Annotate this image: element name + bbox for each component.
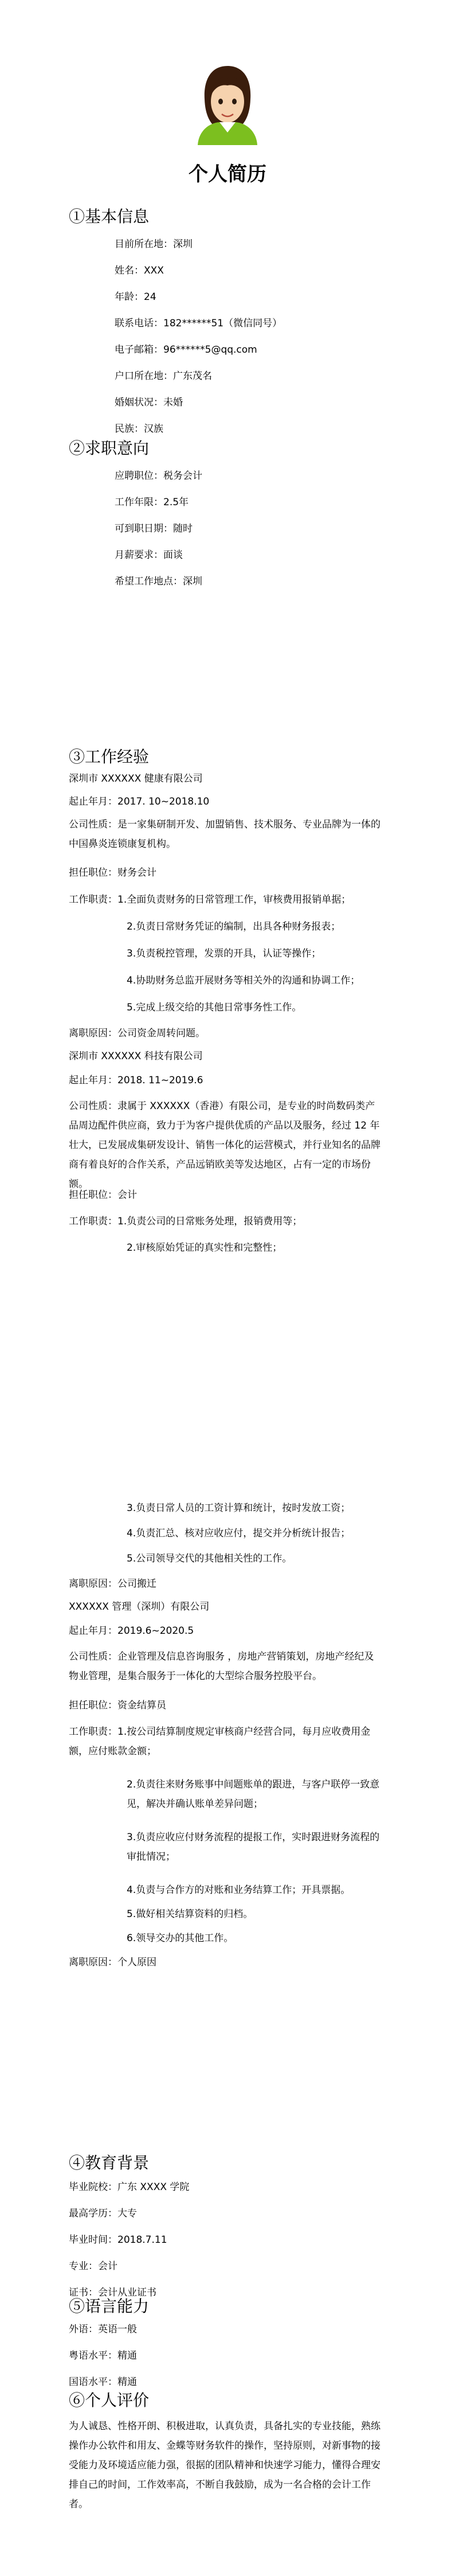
- section-heading-language: ⑤语言能力: [69, 2297, 150, 2316]
- job1-duty: 3.负责税控管理，发票的开具，认证等操作；: [127, 948, 321, 959]
- hukou: 户口所在地：广东茂名: [115, 370, 212, 382]
- job2-period: 起止年月：2018. 11~2019.6: [69, 1075, 203, 1086]
- page-title: 个人简历: [189, 163, 266, 186]
- job1-period: 起止年月：2017. 10~2018.10: [69, 796, 210, 807]
- email: 电子邮箱：96******5@qq.com: [115, 344, 257, 356]
- salary-expectation: 月薪要求：面谈: [115, 549, 183, 561]
- job1-title: 担任职位：财务会计: [69, 867, 156, 879]
- job3-leave-reason: 离职原因：个人原因: [69, 1957, 156, 1968]
- certificate: 证书：会计从业证书: [69, 2287, 156, 2298]
- job2-duty: 2.审核原始凭证的真实性和完整性；: [127, 1242, 283, 1254]
- job2-duty: 3.负责日常人员的工资计算和统计，按时发放工资；: [127, 1502, 351, 1514]
- desired-location: 希望工作地点：深圳: [115, 576, 202, 587]
- job3-duty: 4.负责与合作方的对账和业务结算工作；开具票据。: [127, 1884, 351, 1896]
- cantonese-level: 粤语水平：精通: [69, 2350, 137, 2362]
- job1-duty: 2.负责日常财务凭证的编制，出具各种财务报表；: [127, 921, 341, 932]
- job1-duty: 5.完成上级交给的其他日常事务性工作。: [127, 1002, 302, 1013]
- start-date: 可到职日期：随时: [115, 523, 193, 534]
- job2-leave-reason: 离职原因：公司搬迁: [69, 1578, 156, 1590]
- job3-duty: 2.负责往来财务账事中间题账单的跟进，与客户联停一致意见，解决并确认账单差异问题；: [127, 1779, 380, 1810]
- section-heading-basic: ①基本信息: [69, 207, 150, 226]
- job3-duty: 5.做好相关结算资料的归档。: [127, 1908, 253, 1920]
- current-location: 目前所在地：深圳: [115, 239, 193, 250]
- name: 姓名：XXX: [115, 265, 164, 276]
- section-heading-evaluation: ⑥个人评价: [69, 2391, 150, 2410]
- job3-period: 起止年月：2019.6~2020.5: [69, 1625, 194, 1637]
- desired-position: 应聘职位：税务会计: [115, 470, 202, 482]
- age: 年龄：24: [115, 291, 156, 303]
- job2-duty: 工作职责：1.负责公司的日常账务处理，报销费用等；: [69, 1216, 303, 1227]
- job2-duty: 5.公司领导交代的其他相关性的工作。: [127, 1553, 292, 1564]
- job2-company-nature: 公司性质：隶属于 XXXXXX（香港）有限公司，是专业的时尚数码类产品周边配件供应商，致力于为客户提供优质的产品以及服务，经过 12 年壮大，已发展成集研发设计、销售一体化的运营模式，并行业知名的品牌商有着良好的合作关系，产品远销欧美等发达地区，占有一定的市场份额。: [69, 1100, 381, 1190]
- school: 毕业院校：广东 XXXX 学院: [69, 2181, 190, 2193]
- job3-duty: 3.负责应收应付财务流程的提报工作，实时跟进财务流程的审批情况；: [127, 1832, 380, 1863]
- ethnicity: 民族：汉族: [115, 423, 163, 435]
- avatar: [194, 59, 261, 145]
- job3-company-nature: 公司性质：企业管理及信息咨询服务 ，房地产营销策划，房地产经纪及物业管理，是集合服务于一体化的大型综合服务控股平台。: [69, 1651, 374, 1682]
- job1-leave-reason: 离职原因：公司资金周转问题。: [69, 1028, 205, 1039]
- job3-duty: 6.领导交办的其他工作。: [127, 1933, 234, 1944]
- phone: 联系电话：182******51（微信同号）: [115, 318, 283, 329]
- major: 专业：会计: [69, 2261, 117, 2272]
- degree: 最高学历：大专: [69, 2208, 137, 2219]
- section-heading-work: ③工作经验: [69, 747, 150, 766]
- section-heading-education: ④教育背景: [69, 2153, 150, 2172]
- job1-company: 深圳市 XXXXXX 健康有限公司: [69, 773, 203, 784]
- job1-duty: 4.协助财务总监开展财务等相关外的沟通和协调工作；: [127, 975, 360, 986]
- job3-duty: 工作职责：1.按公司结算制度规定审核商户经营合同，每月应收费用金额，应付账款金额；: [69, 1726, 371, 1757]
- job3-title: 担任职位：资金结算员: [69, 1700, 166, 1711]
- marital-status: 婚姻状况：未婚: [115, 397, 183, 408]
- job3-company: XXXXXX 管理（深圳）有限公司: [69, 1601, 210, 1613]
- foreign-language: 外语：英语一般: [69, 2324, 137, 2335]
- job1-company-nature: 公司性质：是一家集研制开发、加盟销售、技术服务、专业品牌为一体的中国鼻炎连锁康复机构。: [69, 819, 381, 850]
- job2-title: 担任职位：会计: [69, 1189, 137, 1201]
- self-evaluation: 为人诚恳、性格开朗、积极进取，认真负责，具备扎实的专业技能，熟练操作办公软件和用友、金蝶等财务软件的操作，坚持原则，对新事物的接受能力及环境适应能力强，很据的团队精神和快速学习能力，懂得合理安排自己的时间，工作效率高，不断自我鼓励，成为一名合格的会计工作者。: [69, 2421, 381, 2510]
- work-years: 工作年限：2.5年: [115, 497, 189, 508]
- job2-duty: 4.负责汇总、核对应收应付，提交并分析统计报告；: [127, 1528, 351, 1539]
- job2-company: 深圳市 XXXXXX 科技有限公司: [69, 1051, 203, 1062]
- section-heading-intent: ②求职意向: [69, 439, 150, 458]
- graduation-date: 毕业时间：2018.7.11: [69, 2234, 167, 2246]
- job1-duty: 工作职责：1.全面负责财务的日常管理工作，审核费用报销单据；: [69, 894, 351, 905]
- mandarin-level: 国语水平：精通: [69, 2376, 137, 2388]
